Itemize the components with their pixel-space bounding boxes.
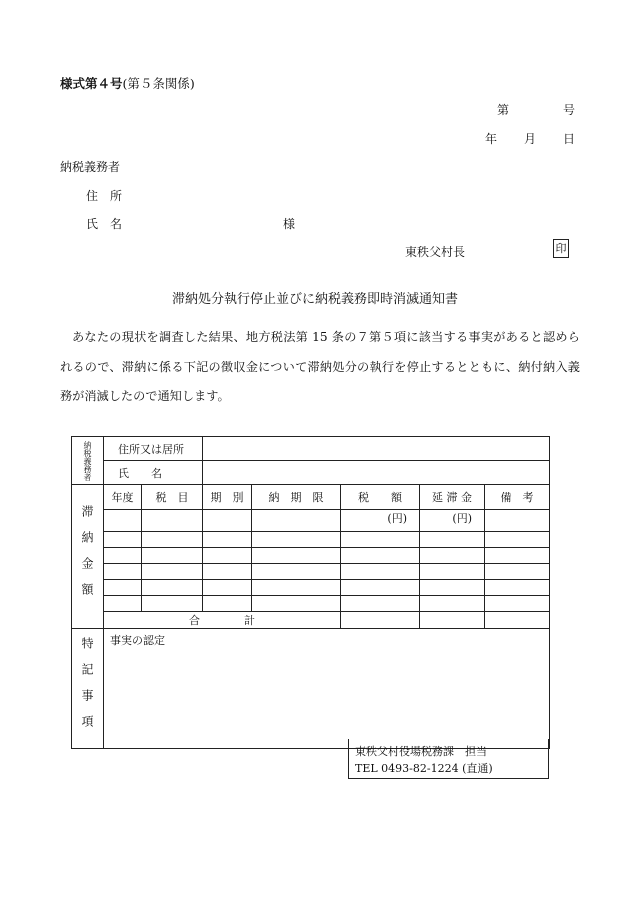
- arrears-cell: [72, 485, 104, 629]
- number-suffix: 号: [563, 103, 576, 117]
- contact-department: 東秩父村役場税務課 担当: [355, 745, 487, 758]
- table-row: [72, 596, 550, 612]
- table-row: [72, 564, 550, 580]
- date-year: 年: [485, 132, 498, 146]
- form-number-article: (第５条関係): [122, 76, 195, 91]
- table-row: [72, 532, 550, 548]
- date-line: [485, 130, 575, 147]
- address-row-label: 住所又は居所: [104, 437, 203, 461]
- total-label: 合 計: [104, 612, 341, 629]
- special-vertical-label: 特記事項: [80, 636, 94, 741]
- col-due-date: 納 期 限: [252, 485, 341, 510]
- col-tax-item: 税 目: [142, 485, 203, 510]
- table-row: [72, 548, 550, 564]
- address-label: 住 所: [86, 189, 123, 203]
- number-prefix: 第: [497, 103, 510, 117]
- col-period: 期 別: [203, 485, 252, 510]
- name-value: [203, 461, 550, 485]
- arrears-table: [71, 436, 550, 749]
- name-row-label: 氏 名: [104, 461, 203, 485]
- arrears-vertical-label: 滞納金額: [80, 504, 94, 609]
- tax-unit: (円): [341, 510, 420, 532]
- late-fee-unit: (円): [420, 510, 485, 532]
- address-value: [203, 437, 550, 461]
- honorific: 様: [283, 217, 296, 231]
- fact-label: 事実の認定: [110, 634, 165, 647]
- total-tax: [341, 612, 420, 629]
- date-day: 日: [563, 132, 576, 146]
- fact-area: [104, 629, 550, 749]
- contact-phone: TEL 0493-82-1224 (直通): [355, 762, 493, 775]
- col-remarks: 備 考: [485, 485, 550, 510]
- notice-body: あなたの現状を調査した結果、地方税法第 15 条の７第５項に該当する事実があると認められるので、滞納に係る下記の徴収金について滞納処分の執行を停止するとともに、納付納入義務が消滅したので通知します。: [60, 330, 580, 404]
- col-late-fee: 延 滞 金: [420, 485, 485, 510]
- col-year: 年度: [104, 485, 142, 510]
- seal-mark: 印: [553, 239, 569, 258]
- document-number-line: [497, 101, 575, 118]
- table-row: [72, 510, 550, 532]
- name-label: 氏 名: [86, 217, 123, 231]
- col-tax-amount: 税 額: [341, 485, 420, 510]
- taxpayer-vertical-label: 納税義務者: [83, 440, 92, 481]
- date-month: 月: [524, 132, 537, 146]
- total-remarks: [485, 612, 550, 629]
- total-late-fee: [420, 612, 485, 629]
- special-cell: [72, 629, 104, 749]
- issuer-title: 東秩父村長: [405, 245, 466, 259]
- form-number: [60, 74, 195, 92]
- table-row: [72, 580, 550, 596]
- taxpayer-cell: [72, 437, 104, 485]
- document-title: 滞納処分執行停止並びに納税義務即時消滅通知書: [171, 292, 458, 307]
- form-number-main: 様式第４号: [60, 76, 123, 91]
- contact-box: [348, 739, 549, 779]
- taxpayer-heading: 納税義務者: [60, 160, 121, 174]
